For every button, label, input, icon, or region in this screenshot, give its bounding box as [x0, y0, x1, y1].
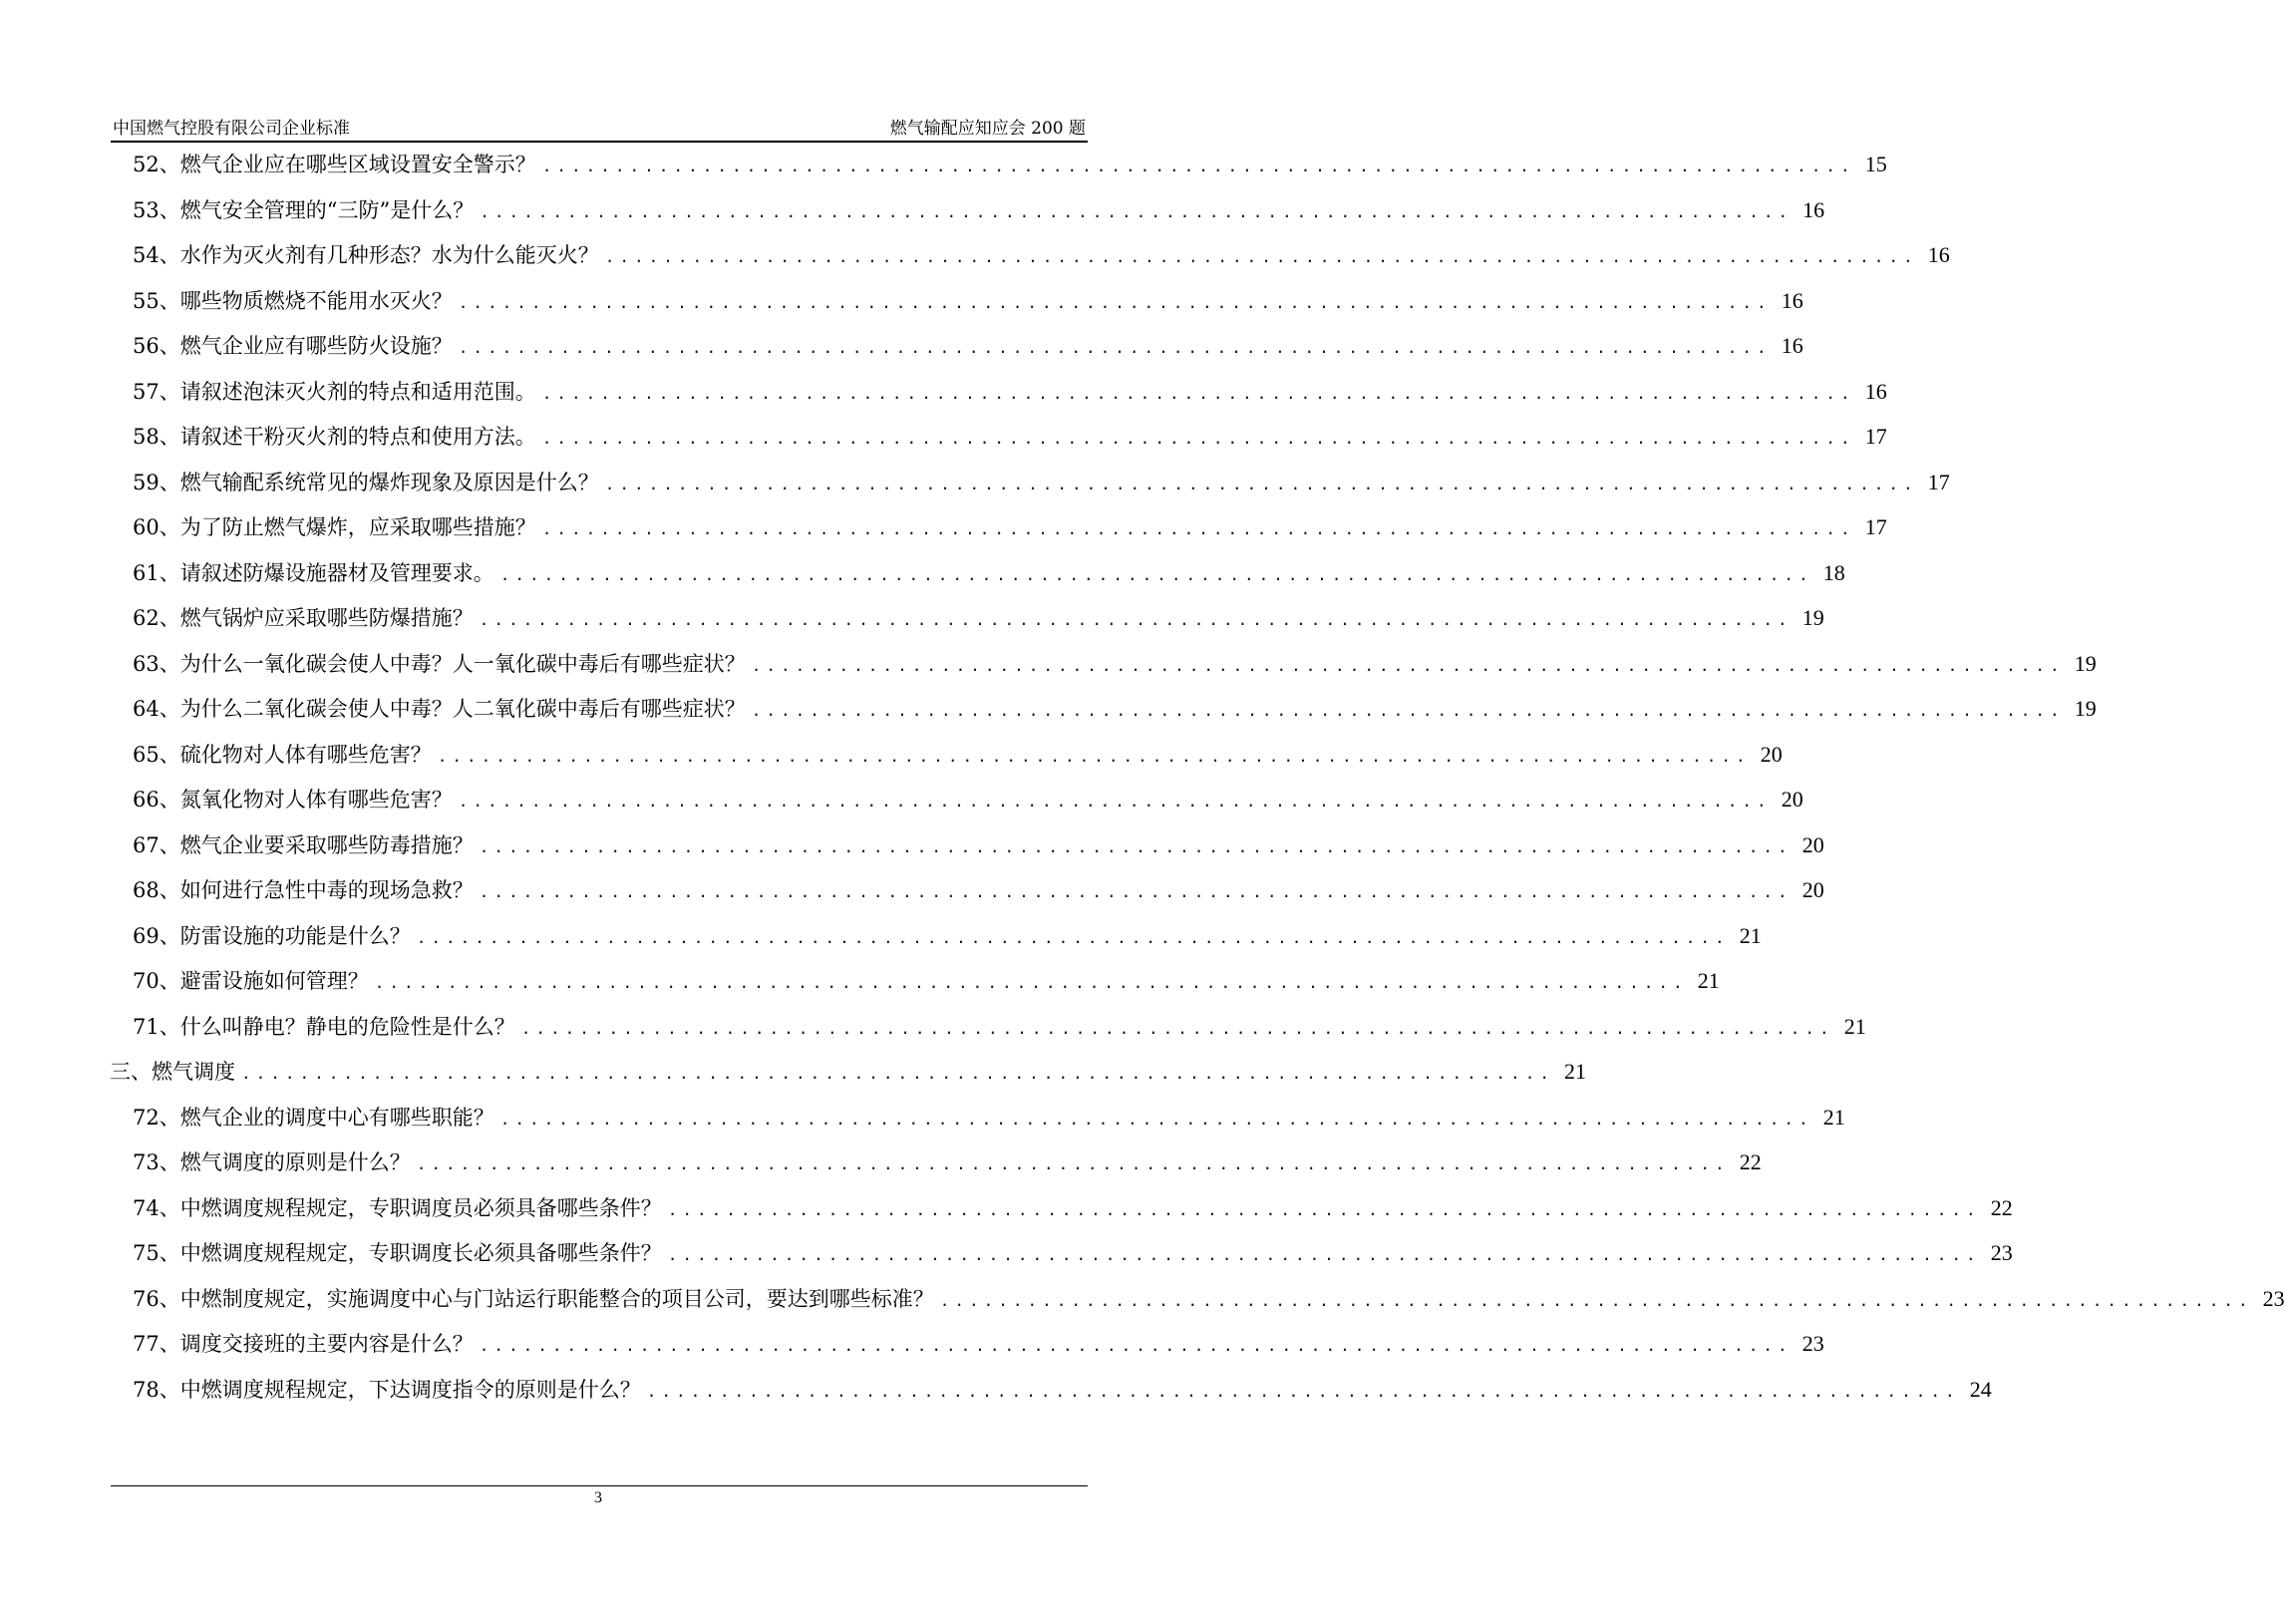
toc-entry-row	[133, 1236, 2013, 1270]
toc-entry-row	[133, 148, 1887, 181]
toc-entry-page: 22	[1990, 1194, 2013, 1220]
toc-dot-leader: ..........................................................................................	[437, 746, 1751, 766]
toc-entry-title: 74、中燃调度规程规定，专职调度员必须具备哪些条件？	[133, 1195, 662, 1220]
toc-entry-title: 71、什么叫静电？静电的危险性是什么？	[133, 1014, 515, 1039]
toc-entry	[0, 1373, 1992, 1407]
toc-dot-leader: ..........................................................................................	[458, 792, 1772, 811]
toc-entry	[0, 647, 2097, 681]
toc-section-heading	[0, 1055, 1586, 1089]
toc-entry-title: 69、防雷设施的功能是什么？	[133, 923, 411, 948]
toc-entry-page: 21	[1843, 1013, 1866, 1039]
toc-entry	[0, 193, 1825, 227]
toc-entry-page: 21	[1822, 1104, 1845, 1130]
toc-dot-leader: ..........................................................................................	[479, 1336, 1793, 1355]
toc-entry-page: 16	[1781, 333, 1803, 358]
toc-entry	[0, 284, 1803, 318]
running-header	[113, 116, 1086, 142]
toc-entry-title: 55、哪些物质燃烧不能用水灭火？	[133, 288, 453, 313]
toc-entry-title: 65、硫化物对人体有哪些危害？	[133, 742, 432, 767]
toc-entry	[0, 238, 1950, 272]
toc-entry	[0, 466, 1950, 499]
page-number: 3	[594, 1489, 602, 1506]
toc-entry-page: 18	[1822, 559, 1845, 585]
toc-dot-leader: ..........................................................................................	[499, 564, 1813, 584]
toc-entry-page: 23	[2262, 1285, 2285, 1311]
toc-entry-title: 58、请叙述干粉灭火剂的特点和使用方法。	[133, 425, 536, 449]
toc-entry-title: 57、请叙述泡沫灭火剂的特点和适用范围。	[133, 379, 536, 404]
toc-dot-leader: ..........................................................................................	[541, 519, 1855, 538]
toc-dot-leader: ..........................................................................................	[939, 1290, 2253, 1310]
toc-dot-leader: ..........................................................................................	[751, 701, 2065, 720]
toc-entry-title: 76、中燃制度规定，实施调度中心与门站运行职能整合的项目公司，要达到哪些标准？	[133, 1286, 934, 1311]
toc-entry-title: 60、为了防止燃气爆炸，应采取哪些措施？	[133, 515, 536, 539]
toc-entry-page: 21	[1739, 922, 1762, 948]
toc-entry-title: 77、调度交接班的主要内容是什么？	[133, 1332, 474, 1356]
toc-entry-page: 23	[1990, 1240, 2013, 1265]
toc-entry-row	[133, 556, 1845, 590]
toc-dot-leader: ..........................................................................................	[479, 836, 1793, 856]
toc-entry-title: 53、燃气安全管理的“三防”是什么？	[133, 197, 475, 222]
toc-entry-row	[133, 1191, 2013, 1225]
toc-entry	[0, 692, 2097, 726]
toc-dot-leader: ..........................................................................................	[458, 338, 1772, 357]
toc-entry-title: 三、燃气调度	[110, 1060, 235, 1084]
toc-entry-page: 17	[1864, 514, 1887, 539]
toc-entry-page: 15	[1864, 152, 1887, 176]
toc-entry	[0, 919, 1762, 953]
toc-entry-row	[133, 647, 2097, 681]
toc-dot-leader: ..........................................................................................	[374, 973, 1688, 992]
toc-entry-row	[133, 193, 1825, 227]
toc-entry-row	[133, 510, 1887, 544]
toc-entry-page: 16	[1927, 242, 1950, 267]
toc-entry	[0, 1010, 1866, 1044]
toc-entry	[0, 738, 1783, 772]
toc-entry-page: 23	[1801, 1331, 1824, 1356]
toc-dot-leader: ..........................................................................................	[241, 1064, 1554, 1083]
toc-entry	[0, 420, 1887, 454]
toc-entry-title: 73、燃气调度的原则是什么？	[133, 1150, 411, 1174]
toc-dot-leader: ..........................................................................................	[479, 610, 1793, 629]
toc-entry	[0, 329, 1803, 363]
toc-entry-row	[133, 466, 1950, 499]
toc-dot-leader: ..........................................................................................	[604, 247, 1918, 266]
toc-entry	[0, 1145, 1762, 1179]
header-left: 中国燃气控股有限公司企业标准	[113, 119, 350, 139]
toc-entry	[0, 828, 1824, 862]
toc-entry-title: 64、为什么二氧化碳会使人中毒？人二氧化碳中毒后有哪些症状？	[133, 697, 746, 721]
toc-entry-row	[133, 329, 1803, 363]
toc-entry-title: 59、燃气输配系统常见的爆炸现象及原因是什么？	[133, 470, 599, 494]
toc-entry-page: 19	[1801, 605, 1824, 630]
toc-dot-leader: ..........................................................................................	[541, 429, 1855, 448]
toc-entry-page: 16	[1864, 378, 1887, 404]
toc-entry	[0, 964, 1720, 998]
toc-entry-title: 78、中燃调度规程规定，下达调度指令的原则是什么？	[133, 1377, 641, 1402]
toc-entry-page: 20	[1801, 831, 1824, 857]
toc-dot-leader: ..........................................................................................	[541, 157, 1855, 175]
toc-entry-title: 52、燃气企业应在哪些区域设置安全警示？	[133, 153, 536, 176]
toc-entry-row	[133, 238, 1950, 272]
toc-entry	[0, 1191, 2013, 1225]
toc-entry-page: 24	[1969, 1376, 1992, 1402]
toc-entry-row	[110, 1055, 1586, 1089]
toc-entry-row	[133, 873, 1824, 907]
toc-entry-row	[133, 375, 1887, 409]
toc-dot-leader: ..........................................................................................	[604, 474, 1918, 493]
toc-entry	[0, 510, 1887, 544]
toc-entry-title: 68、如何进行急性中毒的现场急救？	[133, 878, 474, 902]
toc-dot-leader: ..........................................................................................	[499, 1109, 1813, 1129]
toc-entry-row	[133, 919, 1762, 953]
toc-entry	[0, 148, 1887, 181]
toc-dot-leader: ..........................................................................................	[458, 292, 1772, 312]
toc-entry	[0, 1101, 1845, 1135]
toc-entry-page: 17	[1927, 469, 1950, 494]
toc-entry-title: 67、燃气企业要采取哪些防毒措施？	[133, 832, 474, 857]
toc-dot-leader: ..........................................................................................	[416, 927, 1730, 947]
toc-entry-title: 54、水作为灭火剂有几种形态？水为什么能灭火？	[133, 243, 599, 267]
toc-entry	[0, 1282, 2285, 1316]
toc-dot-leader: ..........................................................................................	[416, 1154, 1730, 1173]
toc-entry-row	[133, 1010, 1866, 1044]
header-rule	[111, 141, 1088, 143]
toc-entry	[0, 1236, 2013, 1270]
toc-entry-row	[133, 1282, 2285, 1316]
toc-entry-row	[133, 1101, 1845, 1135]
toc-dot-leader: ..........................................................................................	[541, 383, 1855, 403]
toc-dot-leader: ..........................................................................................	[480, 201, 1794, 221]
toc-entry-row	[133, 284, 1803, 318]
toc-entry-row	[133, 1327, 1824, 1361]
toc-entry-row	[133, 1145, 1762, 1179]
toc-entry-row	[133, 601, 1824, 635]
toc-entry	[0, 1327, 1824, 1361]
toc-entry	[0, 873, 1824, 907]
toc-dot-leader: ..........................................................................................	[751, 655, 2065, 675]
toc-entry-title: 62、燃气锅炉应采取哪些防爆措施？	[133, 606, 474, 630]
toc-entry-row	[133, 1373, 1992, 1407]
toc-entry	[0, 375, 1887, 409]
toc-entry-page: 19	[2074, 650, 2097, 676]
toc-entry-row	[133, 828, 1824, 862]
toc-dot-leader: ..........................................................................................	[520, 1018, 1834, 1038]
toc-entry-title: 70、避雷设施如何管理？	[133, 969, 369, 993]
toc-entry	[0, 556, 1845, 590]
toc-entry-page: 20	[1801, 877, 1824, 902]
toc-entry-title: 75、中燃调度规程规定，专职调度长必须具备哪些条件？	[133, 1241, 662, 1265]
toc-entry-row	[133, 964, 1720, 998]
toc-entry-page: 17	[1864, 424, 1887, 449]
toc-entry	[0, 601, 1824, 635]
toc-entry-row	[133, 692, 2097, 726]
toc-entry-row	[133, 783, 1803, 816]
toc-entry-row	[133, 420, 1887, 454]
toc-entry-page: 19	[2074, 696, 2097, 721]
toc-entry-title: 61、请叙述防爆设施器材及管理要求。	[133, 560, 494, 585]
toc-entry-page: 20	[1781, 787, 1803, 812]
toc-entry-page: 21	[1697, 968, 1720, 993]
toc-entry-page: 21	[1563, 1059, 1586, 1084]
toc-dot-leader: ..........................................................................................	[667, 1245, 1981, 1264]
toc-dot-leader: ..........................................................................................	[667, 1199, 1981, 1219]
toc-entry-page: 16	[1802, 196, 1825, 222]
toc-entry-title: 66、氮氧化物对人体有哪些危害？	[133, 788, 453, 812]
toc-entry-page: 16	[1781, 287, 1803, 313]
toc-entry-title: 56、燃气企业应有哪些防火设施？	[133, 334, 453, 358]
toc-entry	[0, 783, 1803, 816]
toc-entry-page: 22	[1739, 1149, 1762, 1174]
header-right: 燃气输配应知应会 200 题	[889, 119, 1086, 139]
toc-dot-leader: ..........................................................................................	[479, 882, 1793, 901]
toc-entry-title: 63、为什么一氧化碳会使人中毒？人一氧化碳中毒后有哪些症状？	[133, 651, 746, 676]
toc-entry-page: 20	[1760, 741, 1783, 767]
toc-entry-row	[133, 738, 1783, 772]
toc-entry-title: 72、燃气企业的调度中心有哪些职能？	[133, 1105, 494, 1130]
footer-rule	[111, 1485, 1088, 1486]
toc-dot-leader: ..........................................................................................	[646, 1381, 1960, 1401]
